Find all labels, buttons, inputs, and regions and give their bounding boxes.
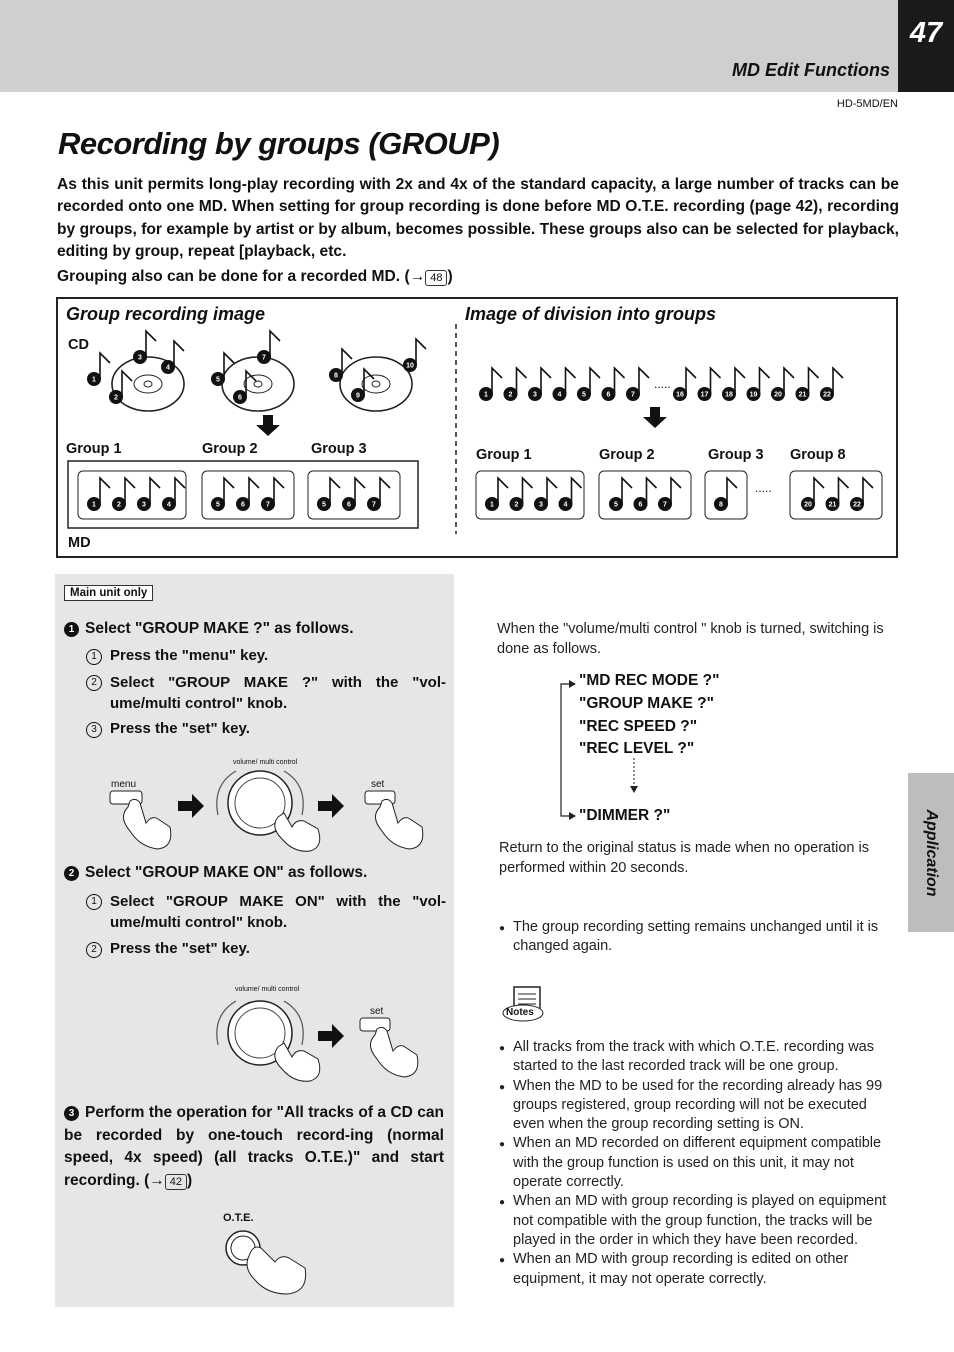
step-3-title: 3 Perform the operation for "All tracks of a CD can be recorded by one-touch record-ing (normal speed, 4x speed) (all tracks O.T.E.)" and start recording. (→ 42 ) xyxy=(64,1104,444,1189)
track-note-icon xyxy=(698,368,721,401)
hand-icon xyxy=(247,1247,306,1294)
track-number: 4 xyxy=(166,364,170,372)
md-group-3-box xyxy=(308,471,400,519)
track-number: 5 xyxy=(216,376,220,384)
menu-list xyxy=(579,670,719,761)
track-number: 6 xyxy=(347,501,351,509)
set-key-label: set xyxy=(371,779,385,790)
track-note-icon xyxy=(161,341,184,374)
setting-note: ● The group recording setting remains unchanged until it is changed again. xyxy=(499,918,899,957)
right-group-3-label: Group 3 xyxy=(708,447,764,463)
track-number: 9 xyxy=(356,392,360,400)
step-3-illustration xyxy=(215,1224,325,1298)
track-number: 17 xyxy=(700,391,709,399)
track-number: 8 xyxy=(334,372,338,380)
track-note-icon xyxy=(722,368,745,401)
knob-label: volume/ multi control xyxy=(235,986,300,993)
track-number: 4 xyxy=(167,501,171,509)
track-number: 2 xyxy=(514,501,519,509)
track-number: 4 xyxy=(563,501,568,509)
track-number: 7 xyxy=(262,354,266,362)
right-arrow-icon xyxy=(318,794,344,818)
menu-item-dimmer: "DIMMER ?" xyxy=(579,807,671,824)
track-number: 6 xyxy=(238,394,242,402)
page-ref-42: 42 xyxy=(165,1174,187,1190)
menu-cycle-bracket xyxy=(555,678,579,823)
menu-item-group-make: "GROUP MAKE ?" xyxy=(579,694,714,712)
menu-item-rec-level: "REC LEVEL ?" xyxy=(579,740,695,758)
track-number: 6 xyxy=(241,501,245,509)
track-number: 2 xyxy=(508,391,513,399)
notes-label: Notes xyxy=(506,1007,534,1018)
down-arrow-icon xyxy=(643,407,667,428)
md-label: MD xyxy=(68,535,91,551)
group-recording-image-title: Group recording image xyxy=(66,304,266,324)
track-number: 6 xyxy=(606,391,611,399)
track-note-icon xyxy=(479,368,502,401)
knob-label: volume/ multi control xyxy=(233,759,298,766)
note-item: ● When an MD with group recording is edited on other equipment, it may not operate correctly. xyxy=(499,1250,901,1289)
step-2b: 2 Press the "set" key. xyxy=(86,938,446,959)
menu-key-label: menu xyxy=(111,779,137,790)
track-number: 7 xyxy=(372,501,376,509)
step-1-title: 1 Select "GROUP MAKE ?" as follows. xyxy=(64,620,449,638)
hand-icon xyxy=(375,799,422,849)
model-code: HD-5MD/EN xyxy=(836,98,898,110)
track-number: 2 xyxy=(117,501,121,509)
right-group-1-box xyxy=(476,471,584,519)
ote-key-label: O.T.E. xyxy=(223,1212,254,1224)
track-number: 2 xyxy=(114,394,118,402)
note-item: ● All tracks from the track with which O.T.E. recording was started to the last recorded track will be one group. xyxy=(499,1038,901,1077)
step-2-number: 2 xyxy=(64,866,79,881)
intro-paragraph: As this unit permits long-play recording with 2x and 4x of the standard capacity, a large number of tracks can be recorded onto one MD. When setting for group recording is done before MD O.T.E. recording (page 42), recording by groups, for example by artist or by album, becomes possible. These groups also can be selected for playback, editing by group, repeat [playback, etc. xyxy=(57,176,899,261)
track-number: 22 xyxy=(823,391,831,399)
step-3-number: 3 xyxy=(64,1106,79,1121)
track-note-icon xyxy=(87,353,110,386)
track-number: 5 xyxy=(614,501,618,509)
menu-continue-dashes xyxy=(628,758,640,798)
page-title: Recording by groups (GROUP) xyxy=(58,126,500,161)
step-1b: 2 Select "GROUP MAKE ?" with the "vol-ume/multi control" knob. xyxy=(86,672,446,714)
track-note-icon xyxy=(747,368,770,401)
track-number: 1 xyxy=(490,501,494,509)
track-note-icon xyxy=(673,368,696,401)
md-group-2-box xyxy=(202,471,294,519)
application-tab-label: Application xyxy=(923,809,940,897)
set-key-label: set xyxy=(370,1006,384,1017)
track-number: 5 xyxy=(582,391,586,399)
track-note-icon xyxy=(504,368,527,401)
track-number: 3 xyxy=(539,501,543,509)
row-dots: ..... xyxy=(654,377,671,391)
track-number: 7 xyxy=(266,501,270,509)
left-group-2-label: Group 2 xyxy=(202,441,258,457)
step-2-title: 2 Select "GROUP MAKE ON" as follows. xyxy=(64,864,449,882)
menu-item-rec-speed: "REC SPEED ?" xyxy=(579,717,698,735)
hand-icon xyxy=(275,813,320,851)
note-item: ● When an MD with group recording is played on equipment not compatible with the group function, the tracks will be played in the order in which they have been recorded. xyxy=(499,1192,901,1250)
hand-icon xyxy=(370,1027,417,1077)
track-note-icon xyxy=(626,368,649,401)
cd-disc-3 xyxy=(340,357,412,411)
track-number: 5 xyxy=(216,501,220,509)
group-dots: ..... xyxy=(755,481,772,495)
track-note-icon xyxy=(133,331,156,364)
track-number: 21 xyxy=(798,391,807,399)
track-number: 1 xyxy=(92,376,96,384)
track-number: 3 xyxy=(533,391,537,399)
step-1-number: 1 xyxy=(64,622,79,637)
track-note-icon xyxy=(771,368,794,401)
note-item: ● When the MD to be used for the recording already has 99 groups registered, group recording will not be executed even when the group recording setting is ON. xyxy=(499,1077,901,1135)
track-number: 3 xyxy=(138,354,142,362)
page-number: 47 xyxy=(898,0,954,92)
track-number: 7 xyxy=(631,391,635,399)
cd-disc-2 xyxy=(222,354,294,411)
page-ref-48: 48 xyxy=(425,270,447,286)
right-group-8-label: Group 8 xyxy=(790,447,846,463)
grouping-text: Grouping also can be done for a recorded MD. (→ xyxy=(57,268,426,285)
note-item: ● When an MD recorded on different equipment compatible with the group function is used on this unit, it may not operate correctly. xyxy=(499,1134,901,1192)
knob-switching-text: When the "volume/multi control " knob is turned, switching is done as follows. xyxy=(497,621,884,657)
division-image-title: Image of division into groups xyxy=(465,304,717,324)
track-number: 20 xyxy=(774,391,782,399)
track-number: 10 xyxy=(406,362,414,370)
track-number: 3 xyxy=(142,501,146,509)
right-group-2-box xyxy=(599,471,691,519)
grouping-close: ) xyxy=(447,268,453,285)
track-note-icon xyxy=(211,353,234,386)
track-note-icon xyxy=(403,339,426,372)
grouping-note xyxy=(57,268,453,286)
track-number: 1 xyxy=(484,391,488,399)
right-group-3-box xyxy=(705,471,747,519)
right-arrow-icon xyxy=(178,794,204,818)
step-2-illustration xyxy=(200,985,440,1085)
track-number: 20 xyxy=(804,501,812,509)
right-group-1-label: Group 1 xyxy=(476,447,532,463)
track-number: 16 xyxy=(676,391,684,399)
left-group-1-label: Group 1 xyxy=(66,441,122,457)
track-number: 4 xyxy=(557,391,562,399)
track-note-icon xyxy=(553,368,576,401)
track-number: 8 xyxy=(719,501,723,509)
track-number: 19 xyxy=(749,391,758,399)
section-title: MD Edit Functions xyxy=(732,60,890,80)
down-arrow-icon xyxy=(256,415,280,436)
application-tab xyxy=(908,773,954,932)
hand-icon xyxy=(275,1043,320,1081)
hand-icon xyxy=(123,799,170,849)
track-number: 21 xyxy=(828,501,837,509)
track-note-icon xyxy=(528,368,551,401)
track-number: 1 xyxy=(92,501,96,509)
track-number: 5 xyxy=(322,501,326,509)
track-note-icon xyxy=(820,368,843,401)
cd-label: CD xyxy=(68,337,89,353)
step-1a: 1 Press the "menu" key. xyxy=(86,645,446,666)
track-note-icon xyxy=(257,331,280,364)
notes-list xyxy=(499,1038,901,1289)
main-unit-only-badge: Main unit only xyxy=(64,585,153,601)
step-2a: 1 Select "GROUP MAKE ON" with the "vol-ume/multi control" knob. xyxy=(86,891,446,933)
track-note-icon xyxy=(577,368,600,401)
right-group-8-box xyxy=(790,471,882,519)
setting-note-list xyxy=(499,918,899,957)
figure-graphics xyxy=(58,299,896,556)
group-figure xyxy=(56,297,898,558)
right-arrow-icon xyxy=(318,1024,344,1048)
track-number: 18 xyxy=(725,391,733,399)
track-number: 22 xyxy=(853,501,861,509)
track-note-icon xyxy=(796,368,819,401)
track-note-icon xyxy=(602,368,625,401)
step-1c: 3 Press the "set" key. xyxy=(86,718,446,739)
left-group-3-label: Group 3 xyxy=(311,441,367,457)
menu-item-md-rec-mode: "MD REC MODE ?" xyxy=(579,672,720,689)
track-number: 6 xyxy=(638,501,643,509)
notes-icon xyxy=(500,985,546,1025)
md-group-1-box xyxy=(78,471,186,519)
return-text: Return to the original status is made when no operation is performed within 20 seconds. xyxy=(499,840,869,876)
right-group-2-label: Group 2 xyxy=(599,447,655,463)
step-1-illustration xyxy=(100,755,440,855)
track-number: 7 xyxy=(663,501,667,509)
